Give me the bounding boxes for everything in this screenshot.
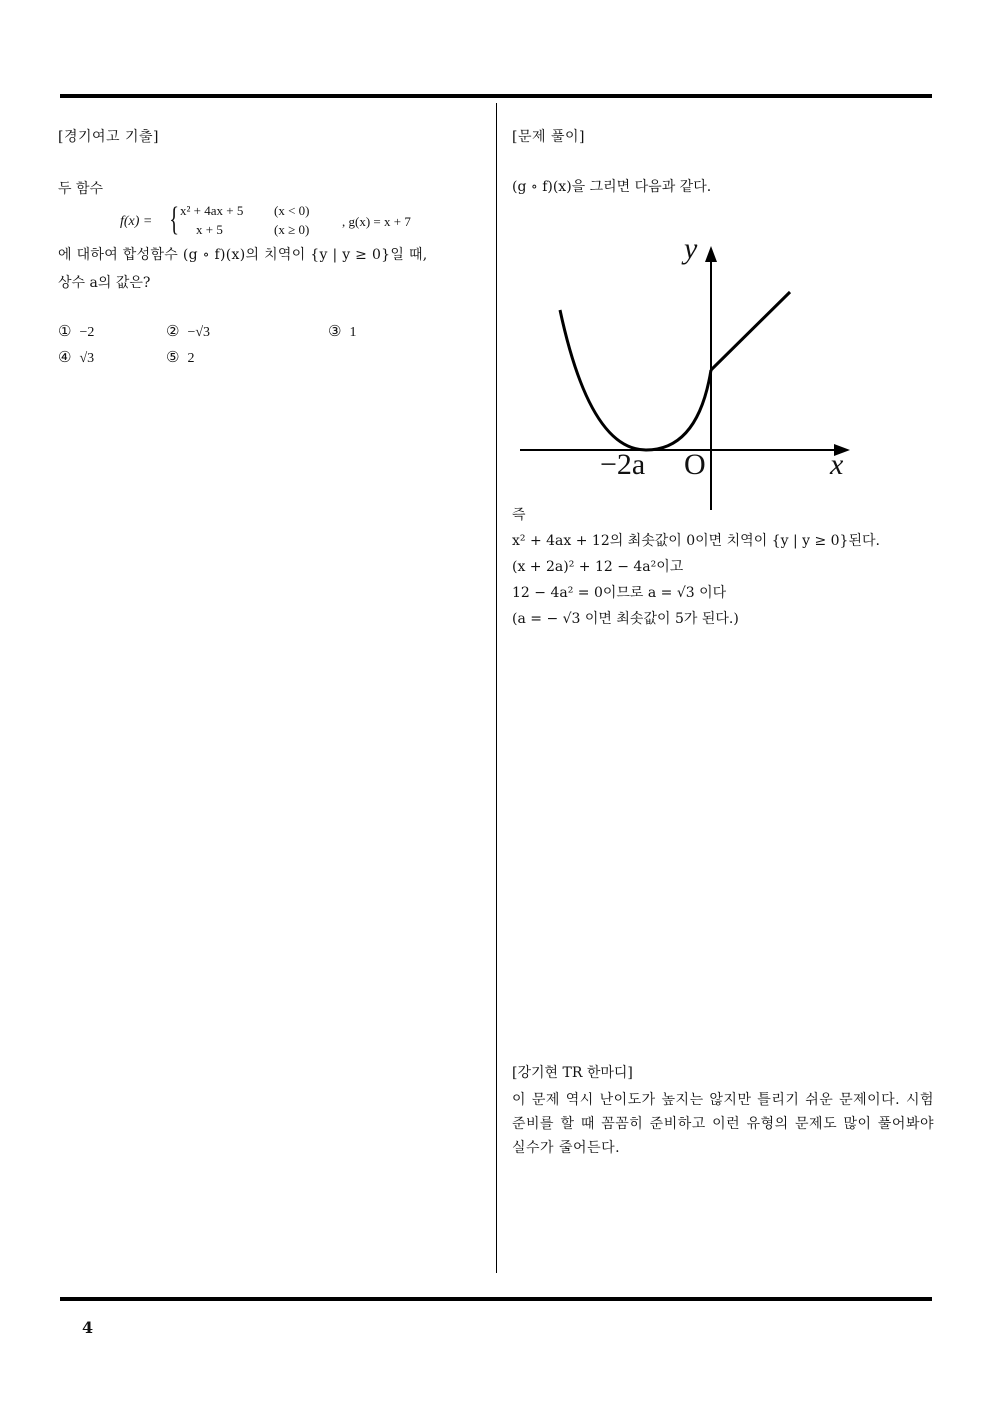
piecewise-brace: { [169,201,180,238]
linear-branch [711,292,790,370]
choice-number: ② [166,322,180,340]
composite-function-graph [512,232,862,512]
solution-line-3: (x + 2a)² + 12 − 4a²이고 [512,559,684,575]
x-axis-label: x [830,448,844,481]
choice-3[interactable] [328,322,356,341]
choice-value: 1 [349,325,357,340]
answer-choices [58,322,478,382]
choice-number: ① [58,322,72,340]
solution-line-1: 즉 [512,507,526,523]
bottom-rule [60,1297,932,1301]
origin-label: O [684,448,706,481]
tutor-comment [512,1062,934,1160]
question-line-1: 에 대하여 합성함수 (g ∘ f)(x)의 치역이 {y | y ≥ 0}일 때, [58,247,428,263]
g-definition: , g(x) = x + 7 [342,214,411,229]
choice-5[interactable] [166,348,194,367]
choice-value: 2 [187,351,195,366]
case2-condition: (x ≥ 0) [274,222,310,237]
comment-body: 이 문제 역시 난이도가 높지는 않지만 틀리기 쉬운 문제이다. 시험 준비를 할 때 꼼꼼히 준비하고 이런 유형의 문제도 많이 풀어봐야 실수가 줄어든다. [512,1092,934,1156]
vertex-label: −2a [600,448,646,481]
choice-value: −√3 [187,325,211,340]
choice-value: −2 [79,325,95,340]
solution-line-4: 12 − 4a² = 0이므로 a = √3 이다 [512,585,727,601]
case1-expression: x² + 4ax + 5 [180,203,244,218]
problem-column [58,126,478,382]
choice-2[interactable] [166,322,210,341]
choice-number: ④ [58,348,72,366]
solution-intro: (g ∘ f)(x)을 그리면 다음과 같다. [512,179,712,195]
top-rule [60,94,932,98]
f-name: f(x) = [120,214,153,229]
solution-title: [문제 풀이] [512,129,585,145]
page-number: 4 [82,1318,94,1337]
choice-4[interactable] [58,348,94,367]
choice-number: ⑤ [166,348,180,366]
case1-condition: (x < 0) [274,203,310,218]
solution-line-2: x² + 4ax + 12의 최솟값이 0이면 치역이 {y | y ≥ 0}된다. [512,533,880,549]
problem-source: [경기여고 기출] [58,129,160,145]
solution-column [512,126,936,628]
solution-line-5: (a = − √3 이면 최솟값이 5가 된다.) [512,611,739,627]
choice-number: ③ [328,322,342,340]
question-line-2: 상수 a의 값은? [58,275,151,291]
problem-intro: 두 함수 [58,181,104,197]
column-divider [496,103,497,1273]
y-axis-arrow-icon [705,246,717,262]
choice-1[interactable] [58,322,94,341]
comment-title: [강기현 TR 한마디] [512,1065,633,1081]
function-definition [58,200,478,244]
parabola-curve [560,310,711,450]
y-axis-label: y [684,232,698,265]
choice-value: √3 [79,351,95,366]
case2-expression: x + 5 [196,222,223,237]
